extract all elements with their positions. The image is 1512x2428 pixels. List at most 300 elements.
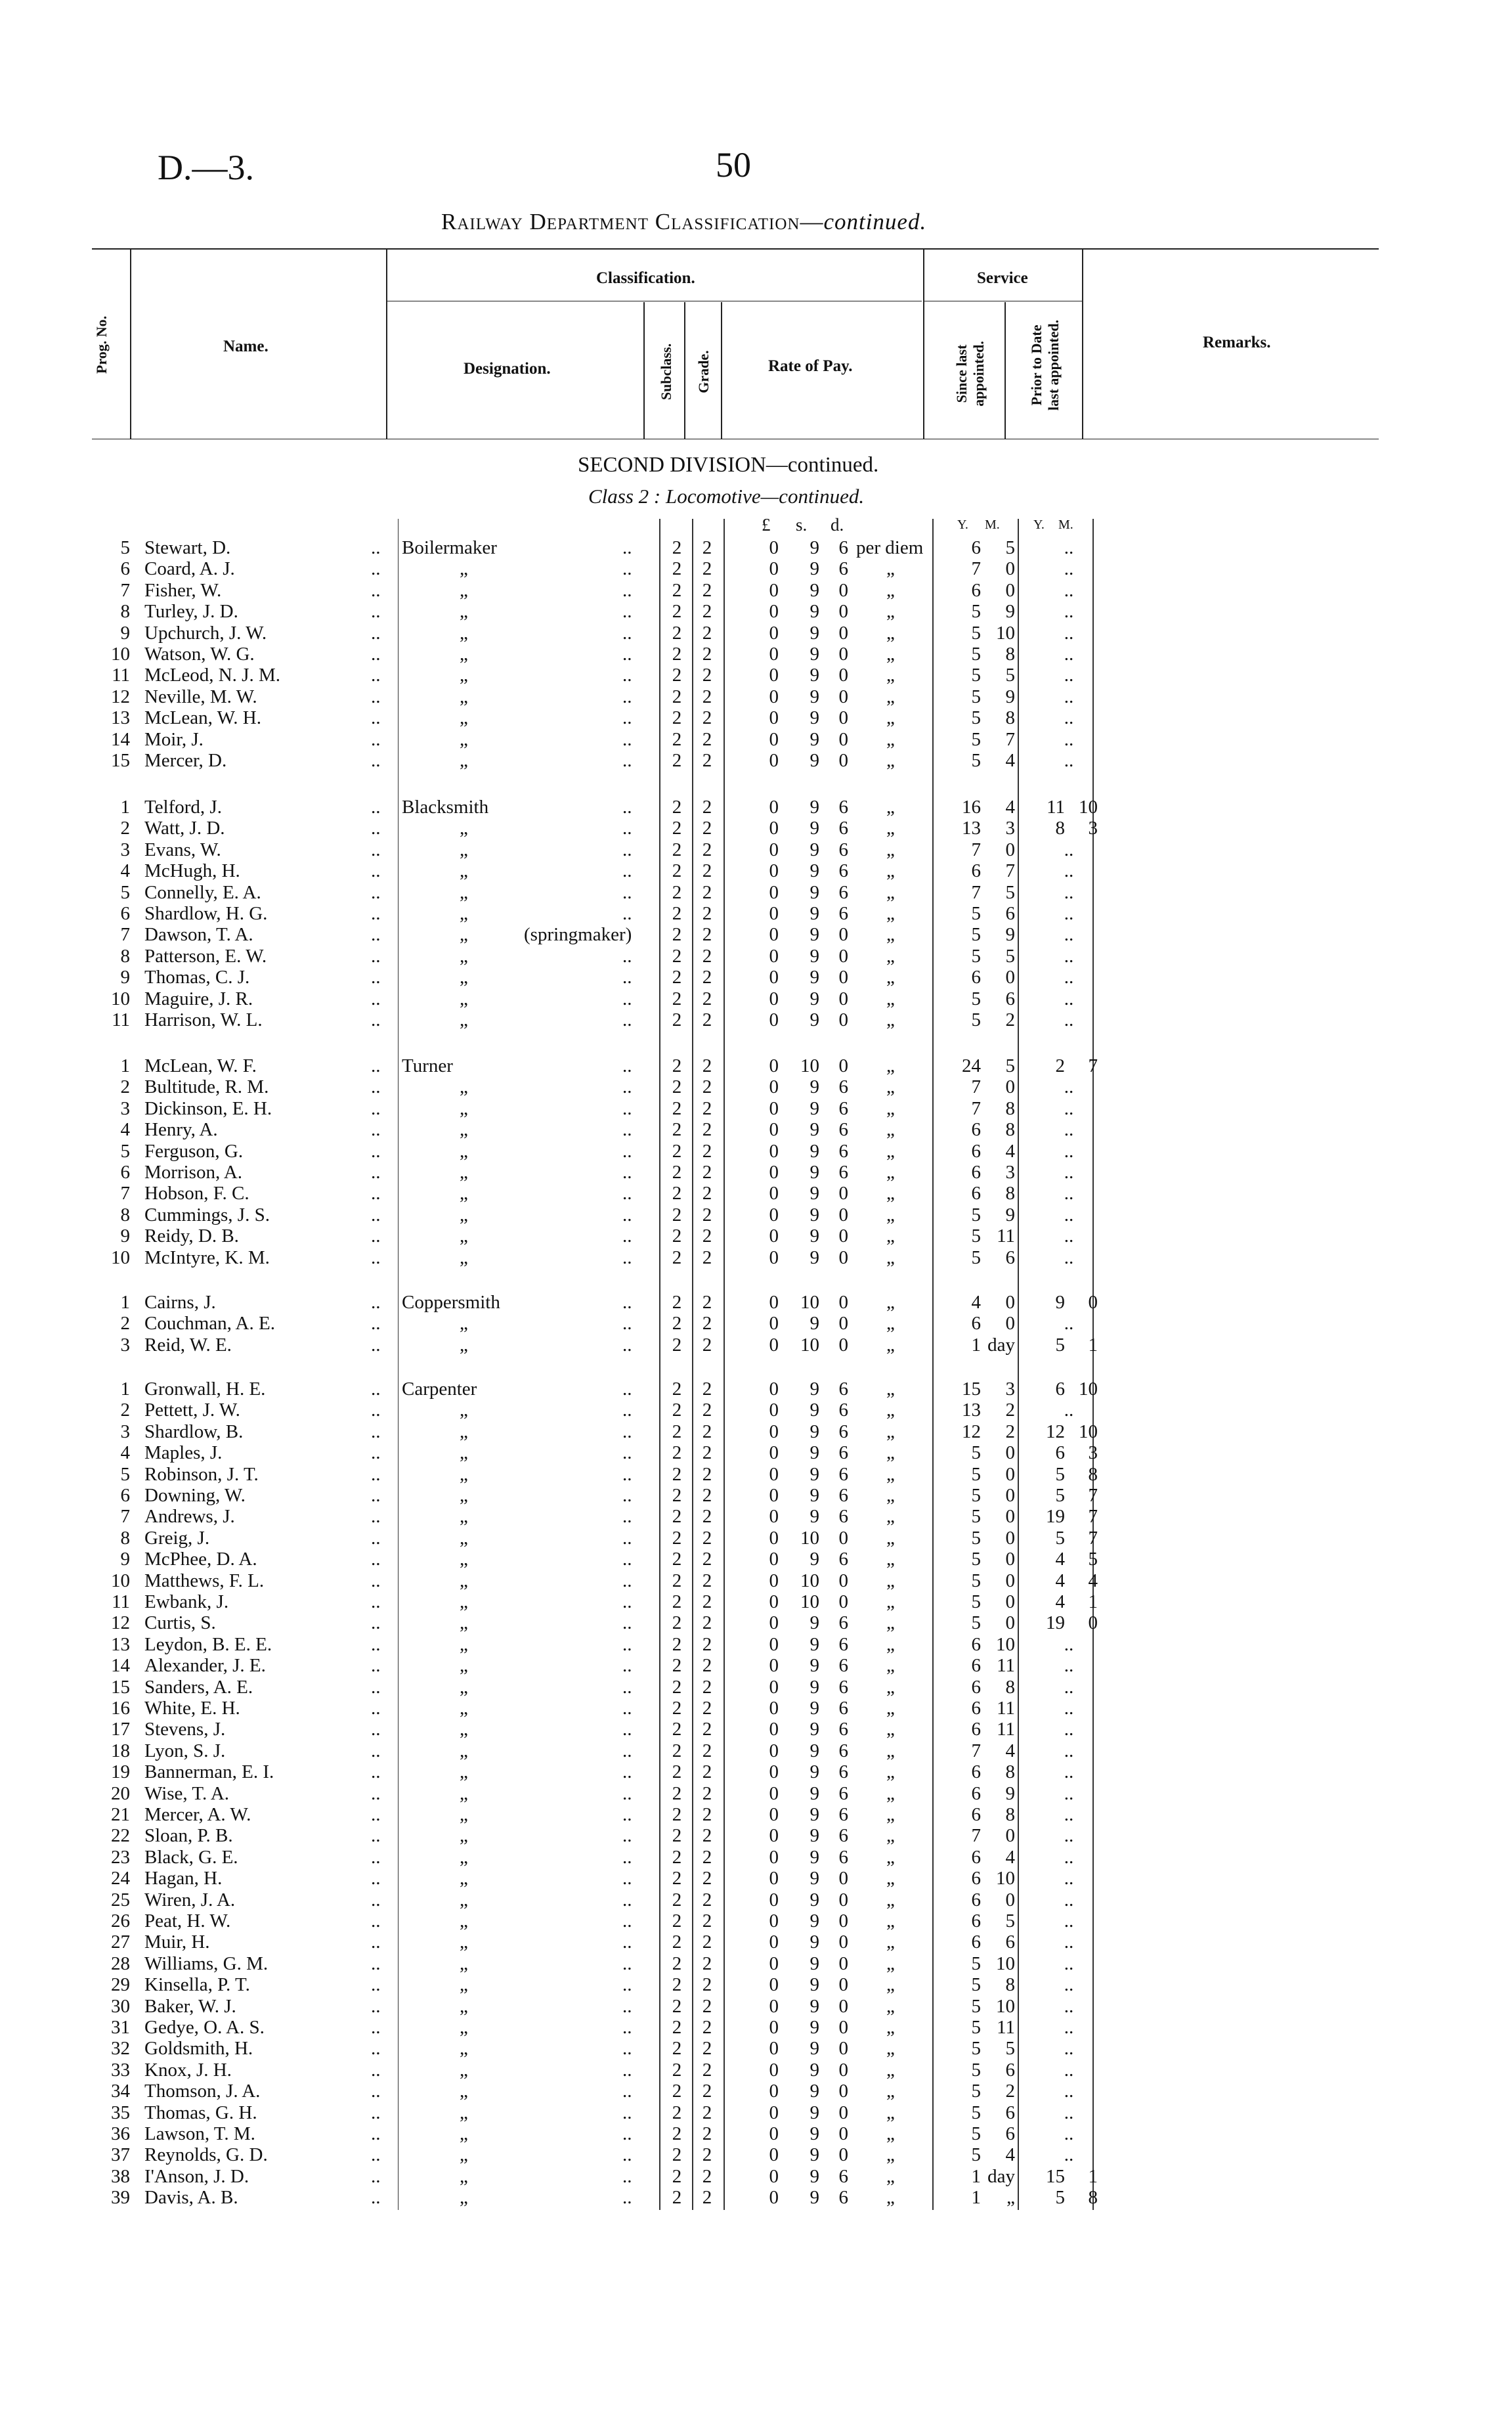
designation-leader-dots: .. [622,707,632,729]
designation-ditto: „ [460,1719,468,1740]
service-months: day [987,1334,1015,1356]
grade: 2 [702,839,712,860]
pay-pence: 6 [838,1740,848,1761]
designation-ditto: „ [460,2187,468,2209]
pay-pence: 0 [838,579,848,601]
subclass: 2 [672,1247,682,1268]
pay-pence: 6 [838,1655,848,1677]
pay-pounds: 0 [769,1055,779,1076]
designation-ditto: „ [460,1097,468,1119]
designation-ditto: „ [460,2102,468,2123]
pay-pence: 6 [838,797,848,818]
pay-period: „ [886,2144,895,2166]
designation-leader-dots: .. [622,881,632,903]
subclass: 2 [672,1549,682,1570]
staff-name: Wiren, J. A. [144,1889,236,1910]
subclass: 2 [672,2144,682,2166]
service-years: 5 [971,1612,981,1634]
subclass: 2 [672,1740,682,1761]
service-years: 5 [971,622,981,644]
staff-name: Dickinson, E. H. [144,1097,272,1119]
pay-pence: 0 [838,1247,848,1268]
service-years: 6 [971,1162,981,1183]
pay-shillings: 9 [810,1868,819,1889]
service-months: 6 [1005,2102,1015,2123]
prog-no: 20 [111,1782,130,1804]
staff-name: Thomas, C. J. [144,967,250,988]
prog-no: 15 [111,1676,130,1698]
service-years: 7 [971,839,981,860]
pay-pounds: 0 [769,2123,779,2144]
designation-ditto: „ [460,881,468,903]
prior-service-none: .. [1064,644,1074,665]
service-months: 6 [1005,2123,1015,2144]
designation-ditto: „ [460,1953,468,1974]
pay-pounds: 0 [769,1162,779,1183]
grade: 2 [702,1612,712,1634]
designation-leader-dots: .. [622,1162,632,1183]
subclass: 2 [672,1119,682,1141]
table-row [0,2081,1512,2102]
prior-service-none: .. [1064,1719,1074,1740]
pay-shillings: 9 [810,665,819,686]
name-leader-dots: .. [371,1292,381,1313]
name-leader-dots: .. [371,1247,381,1268]
name-leader-dots: .. [371,945,381,967]
service-years: 12 [962,1421,981,1442]
table-row [0,797,1512,818]
service-months: 11 [997,1698,1015,1719]
table-row [0,2166,1512,2188]
pay-pounds: 0 [769,1804,779,1825]
subclass: 2 [672,1761,682,1783]
pay-pounds: 0 [769,2187,779,2209]
prior-service-months: 3 [1088,1442,1098,1464]
designation-leader-dots: .. [622,1225,632,1247]
grade: 2 [702,1527,712,1549]
subclass: 2 [672,1633,682,1655]
service-months: 4 [1005,797,1015,818]
pay-period: „ [886,1485,895,1506]
pay-shillings: 9 [810,644,819,665]
pay-period: „ [886,1633,895,1655]
prior-service-years: 19 [1046,1612,1065,1634]
table-row [0,2102,1512,2124]
prior-service-months: 0 [1088,1612,1098,1634]
table-row [0,1247,1512,1269]
pay-shillings: 9 [810,839,819,860]
designation-leader-dots: .. [622,537,632,558]
staff-name: Peat, H. W. [144,1910,231,1931]
header-divider-subclass [684,302,685,439]
table-row [0,1996,1512,2018]
prog-no: 31 [111,2017,130,2038]
grade: 2 [702,1676,712,1698]
pay-pounds: 0 [769,1076,779,1098]
prog-no: 18 [111,1740,130,1761]
prog-no: 28 [111,1953,130,1974]
name-leader-dots: .. [371,1162,381,1183]
designation-ditto: „ [460,1463,468,1485]
prior-service-none: .. [1064,1140,1074,1162]
prog-no: 14 [111,1655,130,1677]
service-years: 6 [971,1676,981,1698]
pay-pounds: 0 [769,1421,779,1442]
subclass: 2 [672,1097,682,1119]
name-leader-dots: .. [371,1846,381,1868]
page-number: 50 [716,145,751,185]
table-row [0,1313,1512,1335]
prior-service-months: 8 [1088,1463,1098,1485]
pay-shillings: 9 [810,2123,819,2144]
designation-leader-dots: .. [622,1183,632,1204]
pay-pounds: 0 [769,1676,779,1698]
grade: 2 [702,2059,712,2081]
pay-shillings: 9 [810,1313,819,1335]
designation-ditto: „ [460,1076,468,1098]
service-months: 0 [1005,1889,1015,1910]
subclass: 2 [672,1889,682,1910]
pay-pence: 6 [838,1485,848,1506]
grade: 2 [702,1421,712,1442]
pay-period: „ [886,1570,895,1591]
page-title [441,209,926,235]
grade: 2 [702,1889,712,1910]
pay-pounds: 0 [769,686,779,707]
prior-service-none: .. [1064,1846,1074,1868]
pay-pence: 6 [838,1761,848,1783]
table-row [0,1974,1512,1996]
staff-name: Matthews, F. L. [144,1570,265,1591]
service-months: 4 [1005,1846,1015,1868]
pay-shillings: 9 [810,2059,819,2081]
prog-no: 37 [111,2144,130,2166]
staff-name: Stevens, J. [144,1719,226,1740]
pay-pence: 0 [838,1334,848,1356]
name-leader-dots: .. [371,1974,381,1996]
service-months: 11 [997,2017,1015,2038]
staff-name: McIntyre, K. M. [144,1247,270,1268]
name-leader-dots: .. [371,1825,381,1847]
name-leader-dots: .. [371,839,381,860]
pay-shillings: 9 [810,1076,819,1098]
designation-leader-dots: .. [622,601,632,623]
table-row [0,1549,1512,1570]
prior-service-none: .. [1064,1676,1074,1698]
name-leader-dots: .. [371,750,381,771]
pay-period: „ [886,1009,895,1030]
designation-leader-dots: .. [622,579,632,601]
prior-service-none: .. [1064,1162,1074,1183]
staff-name: Reid, W. E. [144,1334,232,1356]
pay-pence: 0 [838,988,848,1009]
designation-leader-dots: .. [622,1247,632,1268]
pay-shillings: 9 [810,988,819,1009]
designation-ditto: „ [460,1162,468,1183]
name-leader-dots: .. [371,1009,381,1030]
pay-pounds: 0 [769,1719,779,1740]
pay-pounds: 0 [769,1009,779,1030]
pay-period: „ [886,1204,895,1225]
designation-leader-dots: .. [622,839,632,860]
service-months: 0 [1005,1527,1015,1549]
prog-no: 12 [111,1612,130,1634]
pay-period: „ [886,1162,895,1183]
prior-service-none: .. [1064,839,1074,860]
pay-pence: 6 [838,1846,848,1868]
staff-name: McPhee, D. A. [144,1549,257,1570]
pay-period: „ [886,1804,895,1825]
table-row [0,2017,1512,2039]
pay-period: „ [886,1076,895,1098]
grade: 2 [702,750,712,771]
pay-period: „ [886,903,895,924]
name-leader-dots: .. [371,860,381,882]
staff-name: Greig, J. [144,1527,210,1549]
pay-pence: 6 [838,537,848,558]
prior-service-years: 5 [1055,1485,1065,1506]
service-months: „ [1006,2187,1015,2209]
pay-period: „ [886,1910,895,1931]
grade: 2 [702,881,712,903]
name-leader-dots: .. [371,686,381,707]
service-years: 1 [971,2165,981,2187]
table-row [0,1379,1512,1400]
prior-service-none: .. [1064,1698,1074,1719]
service-years: 6 [971,1313,981,1335]
pay-shillings: 9 [810,1719,819,1740]
staff-name: Gronwall, H. E. [144,1379,266,1400]
pay-pence: 0 [838,1974,848,1996]
subclass: 2 [672,2102,682,2123]
service-months: 5 [1005,1055,1015,1076]
pay-shillings: 9 [810,1097,819,1119]
staff-name: Williams, G. M. [144,1953,269,1974]
col-rate-of-pay: Rate of Pay. [768,357,853,375]
name-leader-dots: .. [371,2144,381,2166]
staff-name: Maples, J. [144,1442,223,1464]
table-row [0,1847,1512,1868]
service-years: 7 [971,1076,981,1098]
prior-service-none: .. [1064,537,1074,558]
staff-name: Goldsmith, H. [144,2038,253,2060]
table-row [0,2144,1512,2166]
designation-leader-dots: .. [622,1570,632,1591]
pay-pounds: 0 [769,1931,779,1953]
pay-period: „ [886,1782,895,1804]
subclass: 2 [672,1570,682,1591]
name-leader-dots: .. [371,1698,381,1719]
service-months: 9 [1005,1204,1015,1225]
service-years: 5 [971,924,981,946]
pay-shillings: 9 [810,1485,819,1506]
service-months: 5 [1005,945,1015,967]
pay-pence: 0 [838,601,848,623]
pay-period: „ [886,1506,895,1528]
pay-period: „ [886,1140,895,1162]
name-leader-dots: .. [371,1570,381,1591]
table-row [0,1677,1512,1698]
table-row [0,1119,1512,1141]
grade: 2 [702,1825,712,1847]
pay-pence: 0 [838,1995,848,2017]
col-classification: Classification. [596,269,695,287]
prog-no: 13 [111,1633,130,1655]
designation-leader-dots: .. [622,1889,632,1910]
grade: 2 [702,903,712,924]
name-leader-dots: .. [371,2187,381,2209]
pay-pounds: 0 [769,924,779,946]
pay-pounds: 0 [769,2102,779,2123]
service-months: 3 [1005,818,1015,839]
designation-leader-dots: .. [622,2038,632,2060]
prog-no: 5 [120,1463,130,1485]
pay-pence: 0 [838,750,848,771]
prior-service-none: .. [1064,1247,1074,1268]
name-leader-dots: .. [371,707,381,729]
service-months: 2 [1005,1421,1015,1442]
service-months: 0 [1005,1570,1015,1591]
prog-no: 15 [111,750,130,771]
grade: 2 [702,818,712,839]
designation-ditto: „ [460,728,468,750]
pay-shillings: 9 [810,707,819,729]
designation-leader-dots: .. [622,1421,632,1442]
pay-pounds: 0 [769,2165,779,2187]
designation-ditto: „ [460,558,468,580]
pay-pounds: 0 [769,1183,779,1204]
pay-shillings: 9 [810,2144,819,2166]
name-leader-dots: .. [371,988,381,1009]
pay-period: „ [886,1974,895,1996]
designation-ditto: „ [460,1825,468,1847]
grade: 2 [702,1009,712,1030]
pay-period: „ [886,2059,895,2081]
staff-name: Pettett, J. W. [144,1400,240,1421]
service-years: 5 [971,1527,981,1549]
table-row [0,2038,1512,2060]
pay-pounds: 0 [769,1995,779,2017]
designation-leader-dots: .. [622,1974,632,1996]
prior-service-years: 2 [1055,1055,1065,1076]
col-prog-no: Prog. No. [93,315,110,374]
prior-service-none: .. [1064,1225,1074,1247]
designation-ditto: „ [460,1804,468,1825]
table-row [0,1953,1512,1975]
pay-period: „ [886,2165,895,2187]
table-row [0,1400,1512,1421]
prior-service-none: .. [1064,622,1074,644]
service-months: 0 [1005,1612,1015,1634]
pay-pence: 6 [838,1825,848,1847]
table-row [0,537,1512,559]
pay-shillings: 9 [810,579,819,601]
prior-service-none: .. [1064,1931,1074,1953]
table-row [0,644,1512,665]
prior-service-years: 11 [1047,797,1065,818]
service-years: 5 [971,644,981,665]
pay-pounds: 0 [769,1400,779,1421]
designation-leader-dots: .. [622,728,632,750]
prior-service-none: .. [1064,1889,1074,1910]
pay-shillings: 9 [810,1119,819,1141]
col-name: Name. [223,338,269,355]
staff-name: Leydon, B. E. E. [144,1633,272,1655]
pay-shillings: 9 [810,2038,819,2060]
pay-shillings: 9 [810,1506,819,1528]
name-leader-dots: .. [371,1334,381,1356]
pay-pence: 0 [838,1868,848,1889]
prior-service-years: 4 [1055,1591,1065,1612]
designation-leader-dots: .. [622,1097,632,1119]
prior-service-none: .. [1064,1953,1074,1974]
prior-service-none: .. [1064,1995,1074,2017]
subclass: 2 [672,1313,682,1335]
prior-service-none: .. [1064,2144,1074,2166]
pay-pence: 6 [838,2187,848,2209]
name-leader-dots: .. [371,1953,381,1974]
pay-shillings: 9 [810,1633,819,1655]
designation-ditto: „ [460,1655,468,1677]
designation-ditto: „ [460,1974,468,1996]
pay-period: „ [886,1379,895,1400]
prior-service-months: 1 [1088,1591,1098,1612]
prior-service-none: .. [1064,750,1074,771]
subclass: 2 [672,1334,682,1356]
service-months: 5 [1005,537,1015,558]
pay-shillings: 9 [810,1889,819,1910]
staff-name: Shardlow, B. [144,1421,244,1442]
prog-no: 8 [120,945,130,967]
pay-pounds: 0 [769,1527,779,1549]
table-row [0,1464,1512,1486]
pay-pence: 0 [838,2123,848,2144]
pay-shillings: 9 [810,1421,819,1442]
prior-service-years: 5 [1055,2187,1065,2209]
designation-leader-dots: .. [622,1953,632,1974]
designation-leader-dots: .. [622,818,632,839]
service-months: 8 [1005,1097,1015,1119]
grade: 2 [702,924,712,946]
pay-pence: 6 [838,839,848,860]
name-leader-dots: .. [371,1097,381,1119]
pay-pence: 0 [838,707,848,729]
pay-pounds: 0 [769,1292,779,1313]
pay-period: „ [886,1225,895,1247]
pay-pounds: 0 [769,644,779,665]
service-years: 5 [971,988,981,1009]
name-leader-dots: .. [371,1719,381,1740]
designation-leader-dots: .. [622,2059,632,2081]
name-leader-dots: .. [371,2059,381,2081]
pay-period: „ [886,686,895,707]
grade: 2 [702,988,712,1009]
designation-leader-dots: .. [622,665,632,686]
prior-service-none: .. [1064,988,1074,1009]
pay-shillings: 9 [810,945,819,967]
designation-leader-dots: .. [622,1463,632,1485]
staff-name: Cairns, J. [144,1292,216,1313]
designation-leader-dots: .. [622,1910,632,1931]
grade: 2 [702,1442,712,1464]
prior-service-months: 8 [1088,2187,1098,2209]
prior-service-none: .. [1064,1740,1074,1761]
grade: 2 [702,945,712,967]
table-row [0,1292,1512,1313]
pay-period: „ [886,622,895,644]
staff-name: Turley, J. D. [144,601,238,623]
service-months: 9 [1005,1782,1015,1804]
